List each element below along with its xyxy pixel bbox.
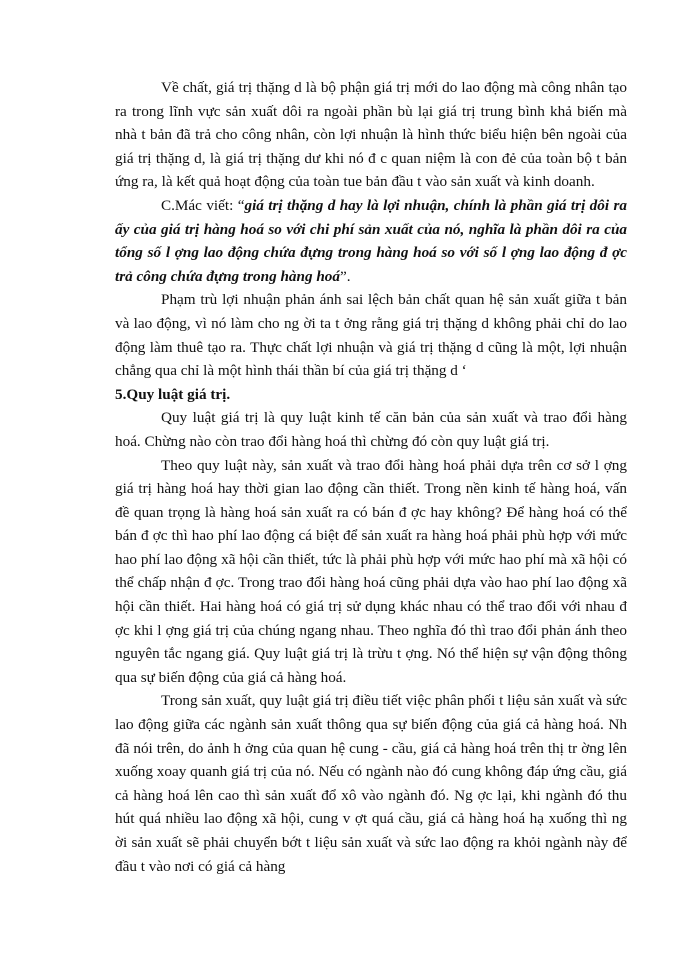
- paragraph-surplus-value: Về chất, giá trị thặng d là bộ phận giá trị mới do lao động mà công nhân tạo ra trong lĩnh vực sản xuất dôi ra ngoài phần bù lại giá trị trung bình khả biến mà nhà t bản đã trả cho công nhân, còn lợi nhuận là hình thức biểu hiện bên ngoài của giá trị thặng d, là giá trị thặng dư khi nó đ c quan niệm là con đẻ của toàn bộ t bản ứng ra, là kết quả hoạt động của toàn tue bản đầu t vào sản xuất và kinh doanh.: [115, 79, 627, 191]
- paragraph-marx-quote: [115, 194, 627, 288]
- document-page: [115, 76, 627, 878]
- paragraph-law-of-value: Quy luật giá trị là quy luật kinh tế căn bản của sản xuất và trao đổi hàng hoá. Chừng nào còn trao đổi hàng hoá thì chừng đó còn quy luật giá trị.: [115, 409, 627, 450]
- paragraph-exchange-basis: Theo quy luật này, sản xuất và trao đổi hàng hoá phải dựa trên cơ sở l ợng giá trị hàng hoá hay thời gian lao động cần thiết. Trong nền kinh tế hàng hoá, vấn đề quan trọng là hàng hoá sản xuất ra có bán đ ợc hay không? Để hàng hoá có thể bán đ ợc thì hao phí lao động cá biệt để sản xuất ra hàng hoá phải phù hợp với mức hao phí lao động xã hội cần thiết, tức là phải phù hợp với mức hao phí mà xã hội có thể chấp nhận đ ợc. Trong trao đổi hàng hoá cũng phải dựa vào hao phí lao động xã hội cần thiết. Hai hàng hoá có giá trị sử dụng khác nhau có thể trao đổi với nhau đ ợc khi l ợng giá trị của chúng ngang nhau. Theo nghĩa đó thì trao đổi phản ánh theo nguyên tắc ngang giá. Quy luật giá trị là trừu t ợng. Nó thể hiện sự vận động thông qua sự biến động của giá cả hàng hoá.: [115, 456, 627, 686]
- section-heading: 5.Quy luật giá trị.: [115, 385, 231, 403]
- paragraph-production-regulation: Trong sản xuất, quy luật giá trị điều tiết việc phân phối t liệu sản xuất và sức lao động giữa các ngành sản xuất thông qua sự biến động của giá cả hàng hoá. Nh đã nói trên, do ảnh h ởng của quan hệ cung - cầu, giá cả hàng hoá trên thị tr ờng lên xuống xoay quanh giá trị của nó. Nếu có ngành nào đó cung không đáp ứng cầu, giá cả hàng hoá lên cao thì sản xuất đổ xô vào ngành đó. Ng ợc lại, khi ngành đó thu hút quá nhiều lao động xã hội, cung v ợt quá cầu, giá cả hàng hoá hạ xuống thì ng ời sản xuất sẽ phải chuyển bớt t liệu sản xuất và sức lao động ra khỏi ngành này để đầu t vào nơi có giá cả hàng: [115, 692, 627, 875]
- quote-end: ”.: [339, 267, 351, 285]
- paragraph-profit-category: Phạm trù lợi nhuận phản ánh sai lệch bản chất quan hệ sản xuất giữa t bản và lao động, vì nó làm cho ng ời ta t ởng rằng giá trị thặng d không phải chỉ do lao động làm thuê tạo ra. Thực chất lợi nhuận và giá trị thặng d cũng là một, lợi nhuận chẳng qua chỉ là một hình thái thần bí của giá trị thặng d ‘: [115, 291, 627, 380]
- marx-quote-text: giá trị thặng d hay là lợi nhuận, chính là phần giá trị dôi ra ấy của giá trị hàng hoá so với chi phí sản xuất của nó, nghĩa là phần dôi ra của tổng số l ợng lao động chứa đựng trong hàng hoá so với số l ợng lao động đ ợc trả công chứa đựng trong hàng hoá: [115, 196, 628, 285]
- quote-lead: C.Mác viết: “: [161, 196, 245, 214]
